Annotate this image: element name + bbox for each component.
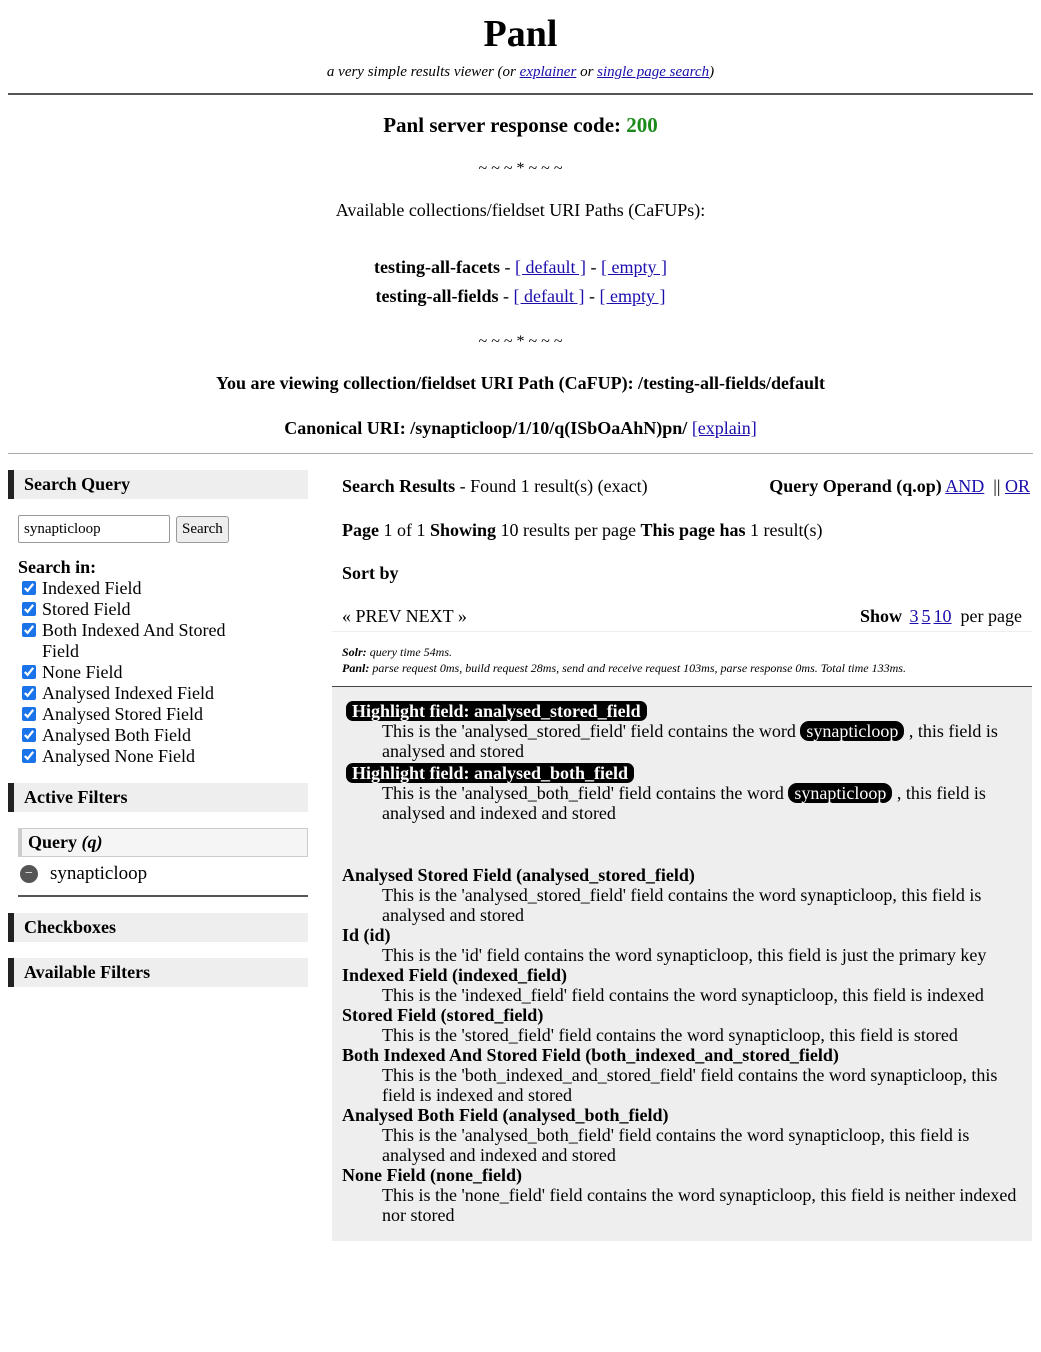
operand-separator: || [993, 476, 1001, 496]
page-value: 1 of 1 [378, 520, 430, 540]
field-checkbox-row[interactable] [18, 599, 308, 620]
document-field [342, 925, 1022, 965]
field-checkbox-row[interactable] [18, 704, 308, 725]
solr-timing-value: query time 54ms. [366, 645, 453, 659]
field-name: Stored Field (stored_field) [342, 1005, 544, 1025]
highlight-block [342, 763, 1022, 823]
active-query-value: synapticloop [50, 863, 148, 884]
content-divider [8, 453, 1033, 454]
search-row [18, 515, 308, 543]
filter-divider [18, 895, 308, 897]
solr-label: Solr: [342, 645, 367, 659]
field-checkbox-label: Indexed Field [42, 578, 142, 598]
field-checkbox[interactable] [22, 581, 36, 595]
panl-label: Panl: [342, 661, 370, 675]
document-field [342, 1165, 1022, 1225]
pagination-row [332, 606, 1032, 627]
explainer-link[interactable]: explainer [519, 64, 577, 80]
collection-dash: - [500, 257, 515, 277]
field-checkbox[interactable] [22, 623, 36, 637]
highlight-word: synapticloop [800, 721, 904, 741]
results-summary [332, 474, 1032, 498]
sidebar [8, 470, 308, 1241]
query-operand [769, 474, 1030, 498]
collection-default-link[interactable]: [ default ] [513, 286, 585, 306]
field-checkbox-row[interactable] [18, 662, 308, 683]
canonical-label: Canonical URI: /synapticloop/1/10/q(ISbOaAhN)pn/ [284, 418, 692, 438]
field-name: Analysed Both Field (analysed_both_field) [342, 1105, 669, 1125]
remove-filter-icon[interactable]: − [20, 865, 38, 883]
search-in-fields [18, 578, 308, 767]
canonical-uri [0, 418, 1041, 439]
collections-list [0, 253, 1041, 311]
subtitle-suffix: ) [709, 64, 715, 80]
field-value: This is the 'indexed_field' field contains the word synapticloop, this field is indexed [382, 985, 984, 1005]
operand-label: Query Operand (q.op) [769, 476, 942, 496]
field-name: Both Indexed And Stored Field (both_indexed_and_stored_field) [342, 1045, 839, 1065]
highlight-text [382, 783, 1022, 823]
spacer [342, 823, 1022, 865]
subtitle-or: or [576, 64, 598, 80]
active-filters-heading: Active Filters [8, 783, 308, 812]
field-checkbox-label: None Field [42, 662, 123, 682]
field-value: This is the 'analysed_both_field' field contains the word synapticloop, this field is analysed and indexed and stored [382, 1125, 970, 1165]
per-page-10-link[interactable]: 10 [933, 606, 952, 626]
per-page-3-link[interactable]: 3 [909, 606, 919, 626]
field-value: This is the 'analysed_stored_field' field contains the word synapticloop, this field is analysed and stored [382, 885, 982, 925]
query-filter-heading [18, 828, 308, 857]
response-code-line [0, 113, 1041, 138]
checkboxes-heading: Checkboxes [8, 913, 308, 942]
show-label: Show [860, 606, 903, 626]
collection-empty-link[interactable]: [ empty ] [599, 286, 666, 306]
search-input[interactable] [18, 515, 170, 543]
field-value: This is the 'stored_field' field contains the word synapticloop, this field is stored [382, 1025, 958, 1045]
field-checkbox[interactable] [22, 686, 36, 700]
document-field [342, 1105, 1022, 1165]
main-area [0, 470, 1041, 1241]
collection-dash: - [498, 286, 514, 306]
single-page-search-link[interactable]: single page search [597, 64, 710, 80]
operand-and-link[interactable]: AND [945, 476, 985, 496]
query-param: (q) [81, 832, 103, 852]
field-checkbox[interactable] [22, 728, 36, 742]
document-field [342, 965, 1022, 1005]
collection-empty-link[interactable]: [ empty ] [600, 257, 667, 277]
response-code: 200 [626, 113, 658, 137]
solr-timing [342, 644, 1032, 660]
document-field [342, 865, 1022, 925]
field-checkbox-row[interactable] [18, 578, 308, 599]
field-checkbox-label: Both Indexed And Stored Field [42, 620, 226, 661]
field-checkbox-row[interactable] [18, 746, 308, 767]
per-page-selector [860, 606, 1022, 627]
field-name: Indexed Field (indexed_field) [342, 965, 568, 985]
viewing-cafup: You are viewing collection/fieldset URI Path (CaFUP): /testing-all-fields/default [215, 373, 826, 393]
highlight-text [382, 721, 1022, 761]
collection-dash: - [585, 257, 601, 277]
separator-2: ~ ~ ~ * ~ ~ ~ [478, 333, 563, 350]
field-checkbox[interactable] [22, 749, 36, 763]
field-checkbox-label: Analysed None Field [42, 746, 195, 766]
this-page-value: 1 result(s) [745, 520, 823, 540]
page-title: Panl [483, 13, 558, 55]
highlight-before: This is the 'analysed_stored_field' field contains the word [382, 721, 801, 741]
active-query-filter [20, 863, 308, 885]
field-checkbox-label: Analysed Indexed Field [42, 683, 214, 703]
highlight-heading: Highlight field: analysed_both_field [346, 763, 634, 783]
available-collections-label: Available collections/fieldset URI Paths (CaFUPs): [335, 200, 706, 220]
collection-dash: - [584, 286, 600, 306]
header-divider [8, 93, 1033, 95]
subtitle [0, 64, 1041, 81]
per-page-5-link[interactable]: 5 [921, 606, 931, 626]
page-header [0, 0, 1041, 81]
showing-label: Showing [429, 520, 497, 540]
operand-or-link[interactable]: OR [1004, 476, 1030, 496]
collection-default-link[interactable]: [ default ] [515, 257, 586, 277]
explain-link[interactable]: [explain] [691, 418, 757, 438]
subtitle-prefix: a very simple results viewer (or [326, 64, 520, 80]
field-value: This is the 'id' field contains the word synapticloop, this field is just the primary key [382, 945, 987, 965]
search-results-label: Search Results [342, 476, 456, 496]
field-name: Id (id) [342, 925, 391, 945]
highlight-heading: Highlight field: analysed_stored_field [346, 701, 647, 721]
document-field [342, 1045, 1022, 1105]
highlight-before: This is the 'analysed_both_field' field contains the word [382, 783, 789, 803]
results-found [342, 474, 648, 498]
field-checkbox[interactable] [22, 602, 36, 616]
field-checkbox-row[interactable] [18, 683, 308, 704]
field-name: None Field (none_field) [342, 1165, 522, 1185]
field-checkbox-row[interactable] [18, 620, 308, 662]
page-label: Page [342, 520, 379, 540]
panl-timing-value: parse request 0ms, build request 28ms, send and receive request 103ms, parse response 0ms. Total time 133ms. [369, 661, 906, 675]
collection-name: testing-all-facets [374, 257, 500, 277]
collection-row [0, 282, 1041, 311]
result-document [332, 686, 1032, 1241]
prev-next: « PREV NEXT » [342, 606, 467, 626]
document-field [342, 1005, 1022, 1045]
highlight-word: synapticloop [788, 783, 892, 803]
highlight-after: , this field is analysed and stored [382, 721, 998, 761]
sort-by-label: Sort by [342, 563, 399, 583]
found-text: - Found 1 result(s) (exact) [455, 476, 648, 496]
per-page-suffix: per page [960, 606, 1022, 626]
results-panel [332, 470, 1032, 1241]
showing-value: 10 results per page [496, 520, 641, 540]
panl-timing [342, 660, 1032, 676]
collection-row [0, 253, 1041, 282]
field-checkbox[interactable] [22, 707, 36, 721]
field-checkbox-label: Analysed Stored Field [42, 704, 203, 724]
available-filters-heading: Available Filters [8, 958, 308, 987]
query-label: Query [28, 832, 82, 852]
search-query-heading: Search Query [8, 470, 308, 499]
field-checkbox-row[interactable] [18, 725, 308, 746]
collection-name: testing-all-fields [375, 286, 499, 306]
field-name: Analysed Stored Field (analysed_stored_field) [342, 865, 695, 885]
search-button[interactable]: Search [176, 516, 229, 543]
timing-info [332, 631, 1032, 676]
field-checkbox-label: Stored Field [42, 599, 131, 619]
field-value: This is the 'both_indexed_and_stored_field' field contains the word synapticloop, this field is indexed and stored [382, 1065, 998, 1105]
search-in-label: Search in: [18, 557, 97, 577]
field-value: This is the 'none_field' field contains the word synapticloop, this field is neither indexed nor stored [382, 1185, 1017, 1225]
field-checkbox-label: Analysed Both Field [42, 725, 191, 745]
this-page-label: This page has [640, 520, 746, 540]
highlight-block [342, 701, 1022, 761]
page-info [332, 520, 1032, 541]
field-checkbox[interactable] [22, 665, 36, 679]
separator-1: ~ ~ ~ * ~ ~ ~ [478, 160, 563, 177]
response-label: Panl server response code: [383, 113, 627, 137]
highlight-after: , this field is analysed and indexed and stored [382, 783, 986, 823]
